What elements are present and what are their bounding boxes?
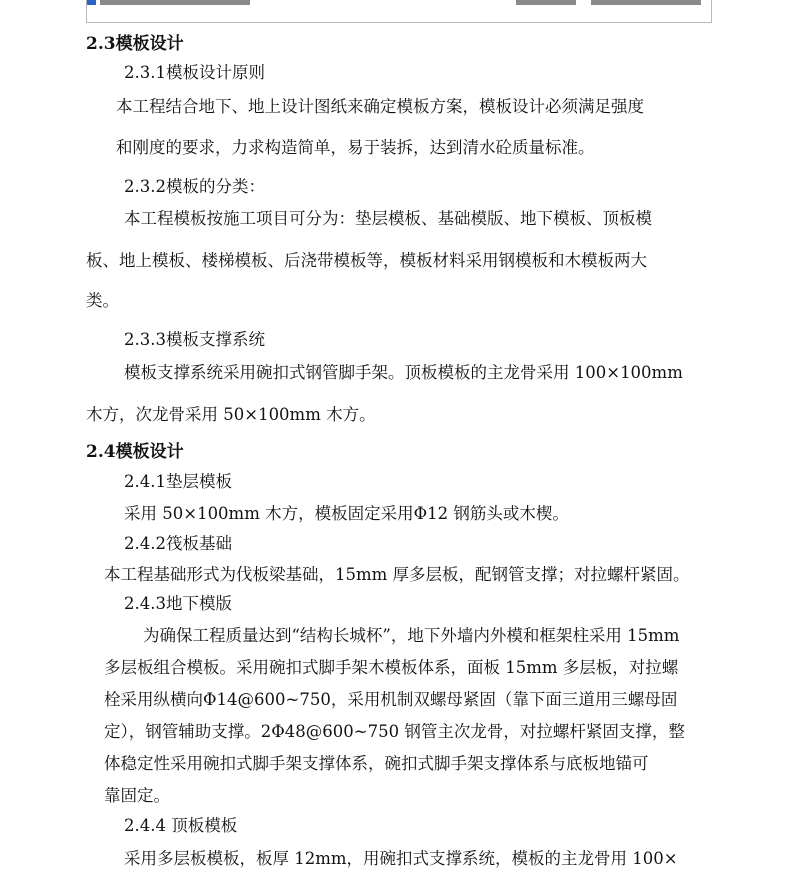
paragraph-line: 采用 50×100mm 木方，模板固定采用Φ12 钢筋头或木楔。 [124,504,569,523]
subsection-title: 2.3.2模板的分类： [124,177,265,196]
section-heading: 2.4模板设计 [86,442,184,462]
paragraph-line: 木方，次龙骨采用 50×100mm 木方。 [86,405,376,424]
subsection-title: 2.4.2筏板基础 [124,534,232,553]
paragraph-line: 为确保工程质量达到“结构长城杯”，地下外墙内外模和框架柱采用 15mm [143,626,680,645]
paragraph-line: 类。 [86,291,119,310]
paragraph-line: 多层板组合模板。采用碗扣式脚手架木模板体系，面板 15mm 多层板，对拉螺 [104,658,679,677]
header-text-fragment [100,0,250,5]
header-logo-mark [86,0,96,5]
paragraph-line: 本工程模板按施工项目可分为：垫层模板、基础模版、地下模板、顶板模 [124,209,652,228]
section-heading: 2.3模板设计 [86,34,184,54]
page-header-strip [86,0,706,6]
header-text-fragment [591,0,701,5]
paragraph-line: 采用多层板模板，板厚 12mm，用碗扣式支撑系统，模板的主龙骨用 100× [124,849,678,868]
paragraph-line: 模板支撑系统采用碗扣式钢管脚手架。顶板模板的主龙骨采用 100×100mm [124,363,683,382]
subsection-title: 2.4.3地下模版 [124,594,232,613]
paragraph-line: 栓采用纵横向Φ14@600~750，采用机制双螺母紧固（靠下面三道用三螺母固 [104,690,678,709]
header-text-fragment [516,0,576,5]
paragraph-line: 和刚度的要求，力求构造简单，易于装拆，达到清水砼质量标准。 [116,138,595,157]
paragraph-line: 本工程结合地下、地上设计图纸来确定模板方案，模板设计必须满足强度 [116,97,644,116]
subsection-title: 2.3.3模板支撑系统 [124,330,265,349]
subsection-title: 2.4.1垫层模板 [124,472,232,491]
paragraph-line: 定），钢管辅助支撑。2Φ48@600~750 钢管主次龙骨，对拉螺杆紧固支撑，整 [104,722,685,741]
paragraph-line: 靠固定。 [104,786,170,805]
header-rule [86,22,712,23]
paragraph-line: 本工程基础形式为伐板梁基础，15mm 厚多层板，配钢管支撑；对拉螺杆紧固。 [104,565,690,584]
paragraph-line: 板、地上模板、楼梯模板、后浇带模板等，模板材料采用钢模板和木模板两大 [86,251,647,270]
subsection-title: 2.3.1模板设计原则 [124,63,265,82]
margin-mark-left [86,0,87,22]
paragraph-line: 体稳定性采用碗扣式脚手架支撑体系，碗扣式脚手架支撑体系与底板地锚可 [104,754,649,773]
margin-mark-right [711,0,712,22]
subsection-title: 2.4.4 顶板模板 [124,816,238,835]
